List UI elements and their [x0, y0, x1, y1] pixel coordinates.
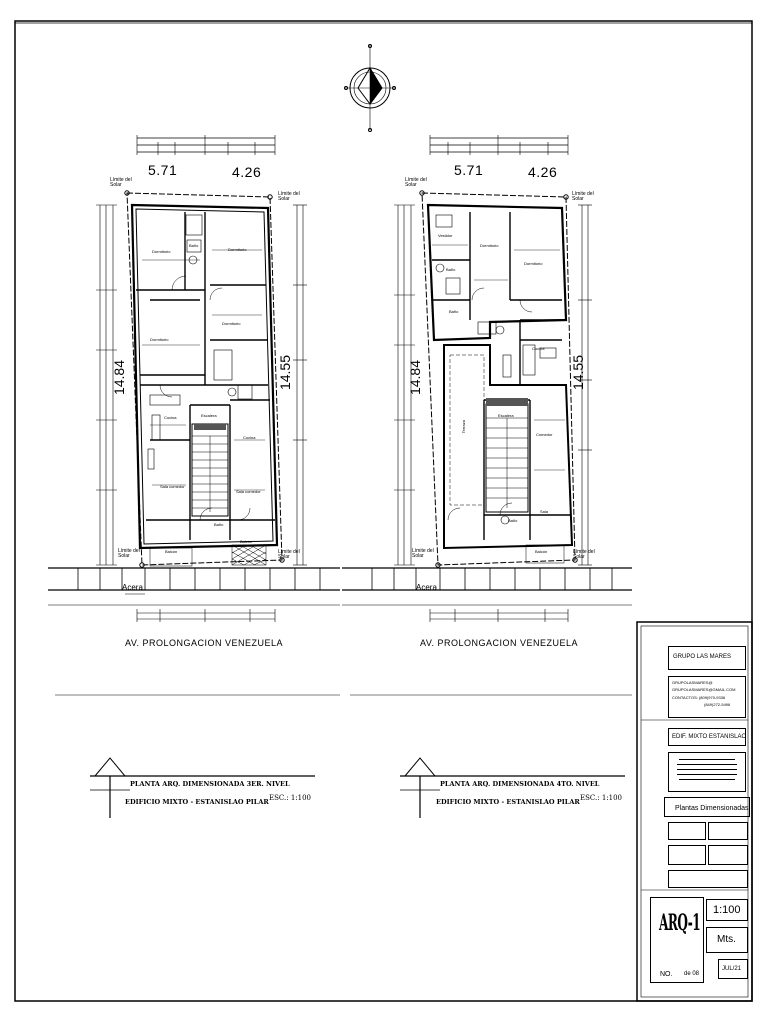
top-dimension-left: 5.71 [454, 162, 484, 178]
sidewalk-label: Acera [416, 583, 437, 592]
sheet-number-label: NO. [660, 971, 673, 978]
plan-title: PLANTA ARQ. DIMENSIONADA 4TO. NIVEL [440, 780, 600, 788]
sheet-scale: 1:100 [713, 904, 741, 916]
room-label: Baño [449, 309, 459, 314]
left-length-dimension: 14.84 [407, 360, 423, 396]
plan-title: PLANTA ARQ. DIMENSIONADA 3ER. NIVEL [130, 780, 290, 788]
room-label: Sala [540, 509, 549, 514]
sheet-date: JUL/21 [722, 966, 742, 972]
contact-line: GRUPOLASMARES@ [672, 680, 713, 685]
info-box [708, 845, 748, 865]
street-name: AV. PROLONGACION VENEZUELA [420, 638, 579, 648]
top-dimension-left: 5.71 [148, 162, 178, 178]
room-label: Dormitorio [228, 247, 247, 252]
sheet-content-title: Plantas Dimensionadas [675, 805, 749, 812]
room-label: Terraza [461, 420, 466, 434]
units-box [706, 927, 748, 953]
top-dimension-right: 4.26 [232, 164, 262, 180]
plan-scale: ESC.: 1:100 [269, 794, 311, 802]
left-length-dimension: 14.84 [111, 360, 127, 396]
room-label: Dormitorio [222, 321, 241, 326]
room-label: Escalera [201, 413, 217, 418]
contact-box [668, 676, 746, 718]
content-box [664, 797, 750, 817]
street-name: AV. PROLONGACION VENEZUELA [125, 638, 284, 648]
right-length-dimension: 14.55 [570, 355, 586, 391]
room-label: Sala comedor [236, 489, 261, 494]
room-label: Baño [446, 267, 456, 272]
project-box [668, 728, 746, 746]
room-label: Cocina [532, 346, 545, 351]
info-box [708, 822, 748, 840]
room-label: Dormitorio [150, 337, 169, 342]
company-name: GRUPO LAS MARES [673, 654, 732, 660]
notes-box [668, 752, 746, 792]
plan-scale: ESC.: 1:100 [580, 794, 622, 802]
sheet-units: Mts. [717, 934, 736, 945]
room-label: Comedor [536, 432, 553, 437]
room-label: Sala comedor [160, 484, 185, 489]
lot-limit-label: Límite del Solar [572, 191, 594, 202]
room-label: Baño [214, 522, 224, 527]
lot-limit-label: Límite del Solar [278, 191, 300, 202]
room-label: Dormitorio [524, 261, 543, 266]
room-label: Cocina [243, 435, 256, 440]
sheet-border [15, 21, 752, 1001]
room-label: Vestidor [438, 233, 453, 238]
company-box [668, 646, 746, 670]
project-name: EDIF. MIXTO ESTANISLAO [672, 734, 747, 740]
right-length-dimension: 14.55 [277, 355, 293, 391]
lot-limit-label: Límite del Solar [412, 548, 434, 559]
plan-title-symbol-icon [400, 758, 625, 818]
date-box [718, 959, 748, 979]
room-label: Balcón [535, 549, 548, 554]
plan-subtitle: EDIFICIO MIXTO - ESTANISLAO PILAR [125, 798, 269, 806]
info-box [668, 845, 706, 865]
info-box [668, 870, 748, 888]
room-label: Dormitorio [152, 249, 171, 254]
sheet-total: de 08 [684, 971, 700, 977]
lot-limit-label: Límite del Solar [118, 548, 140, 559]
contact-line: CONTACTOS: (809)970-9336 [672, 695, 726, 700]
plan-title-symbol-icon [90, 758, 315, 818]
room-label: Balcón [165, 549, 178, 554]
room-label: Baño [508, 518, 518, 523]
sidewalk-label: Acera [122, 583, 143, 592]
lot-limit-label: Límite del Solar [405, 177, 427, 188]
room-label: Cocina [164, 415, 177, 420]
lot-limit-label: Límite del Solar [278, 549, 300, 560]
lot-limit-label: Límite del Solar [110, 177, 132, 188]
room-label: Escalera [498, 413, 514, 418]
info-box [668, 822, 706, 840]
sheet-code: ARQ-1 [659, 910, 701, 936]
lot-limit-label: Límite del Solar [573, 549, 595, 560]
contact-line: GRUPOLASMARES@GMAIL.COM [672, 687, 736, 692]
top-dimension-right: 4.26 [528, 164, 558, 180]
room-label: Baño [189, 243, 199, 248]
north-arrow-icon [345, 45, 396, 132]
contact-line: (849)272-5496 [704, 702, 731, 707]
scale-box [706, 899, 748, 921]
room-label: Balcón [240, 539, 253, 544]
plan-subtitle: EDIFICIO MIXTO - ESTANISLAO PILAR [436, 798, 580, 806]
room-label: Dormitorio [480, 243, 499, 248]
